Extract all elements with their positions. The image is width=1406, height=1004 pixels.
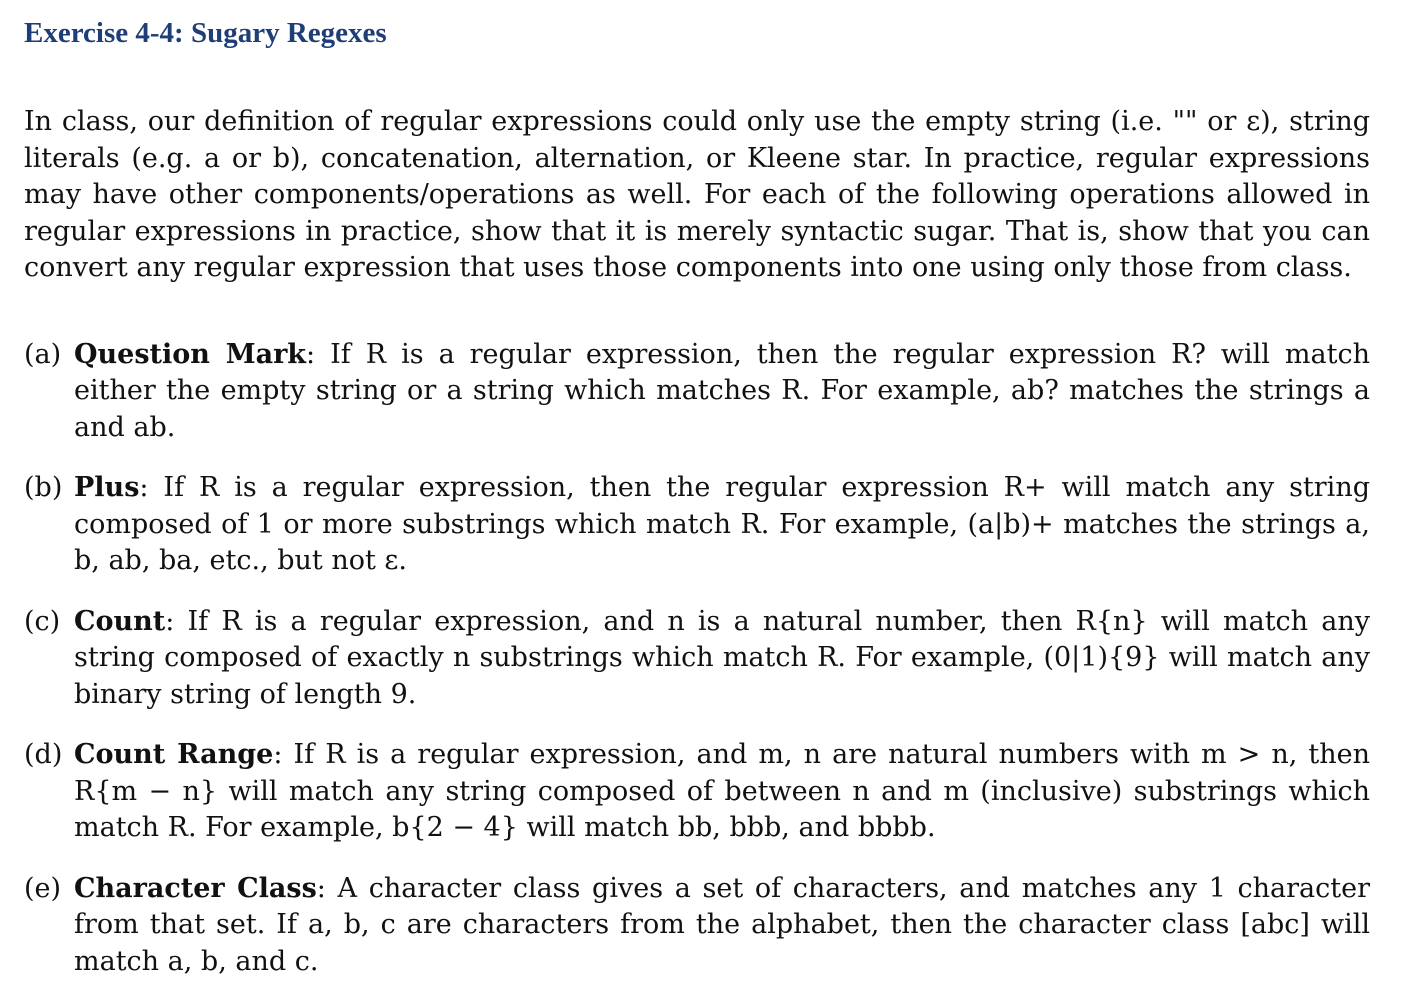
part-label: (c) (24, 605, 61, 637)
part-b (24, 470, 1370, 580)
part-name: Count Range (74, 739, 274, 770)
part-c (24, 604, 1370, 714)
part-a (24, 337, 1370, 447)
part-label: (e) (24, 872, 62, 904)
exercise-page (24, 14, 1370, 1004)
part-text: : If R is a regular expression, and m, n are natural numbers with m > n, then R{m − n} will match any string composed of between n and m (inclusive) substrings which match R. For example, b{2 − 4} will match bb, bbb, and bbbb. (74, 739, 1370, 843)
exercise-title: Exercise 4-4: Sugary Regexes (24, 17, 387, 49)
part-name: Question Mark (74, 338, 307, 370)
parts-list (24, 337, 1370, 981)
part-label: (a) (24, 338, 62, 370)
part-text: : If R is a regular expression, then the regular expression R+ will match any string composed of 1 or more substrings which match R. For example, (a|b)+ matches the strings a, b, ab, ba, etc., but not ε. (74, 472, 1370, 576)
part-text: : If R is a regular expression, then the regular expression R? will match either the empty string or a string which matches R. For example, ab? matches the strings a and ab. (74, 338, 1370, 443)
part-text: : A character class gives a set of characters, and matches any 1 character from that set. If a, b, c are characters from the alphabet, then the character class [abc] will match a, b, and c. (74, 872, 1370, 977)
part-label: (d) (24, 739, 63, 770)
part-name: Plus (74, 472, 140, 503)
part-text: : If R is a regular expression, and n is a natural number, then R{n} will match any string composed of exactly n substrings which match R. For example, (0|1){9} will match any binary string of length 9. (74, 605, 1370, 710)
part-e (24, 871, 1370, 981)
intro-paragraph: In class, our definition of regular expressions could only use the empty string (i.e. "" or ε), string literals (e.g. a or b), concatenation, alternation, or Kleene star. In practice, regular expressions may have other components/operations as well. For each of the following operations allowed in regular expressions in practice, show that it is merely syntactic sugar. That is, show that you can convert any regular expression that uses those components into one using only those from class. (24, 106, 1370, 283)
part-label: (b) (24, 472, 63, 503)
part-name: Character Class (74, 872, 317, 904)
part-name: Count (74, 605, 166, 637)
part-d (24, 737, 1370, 847)
